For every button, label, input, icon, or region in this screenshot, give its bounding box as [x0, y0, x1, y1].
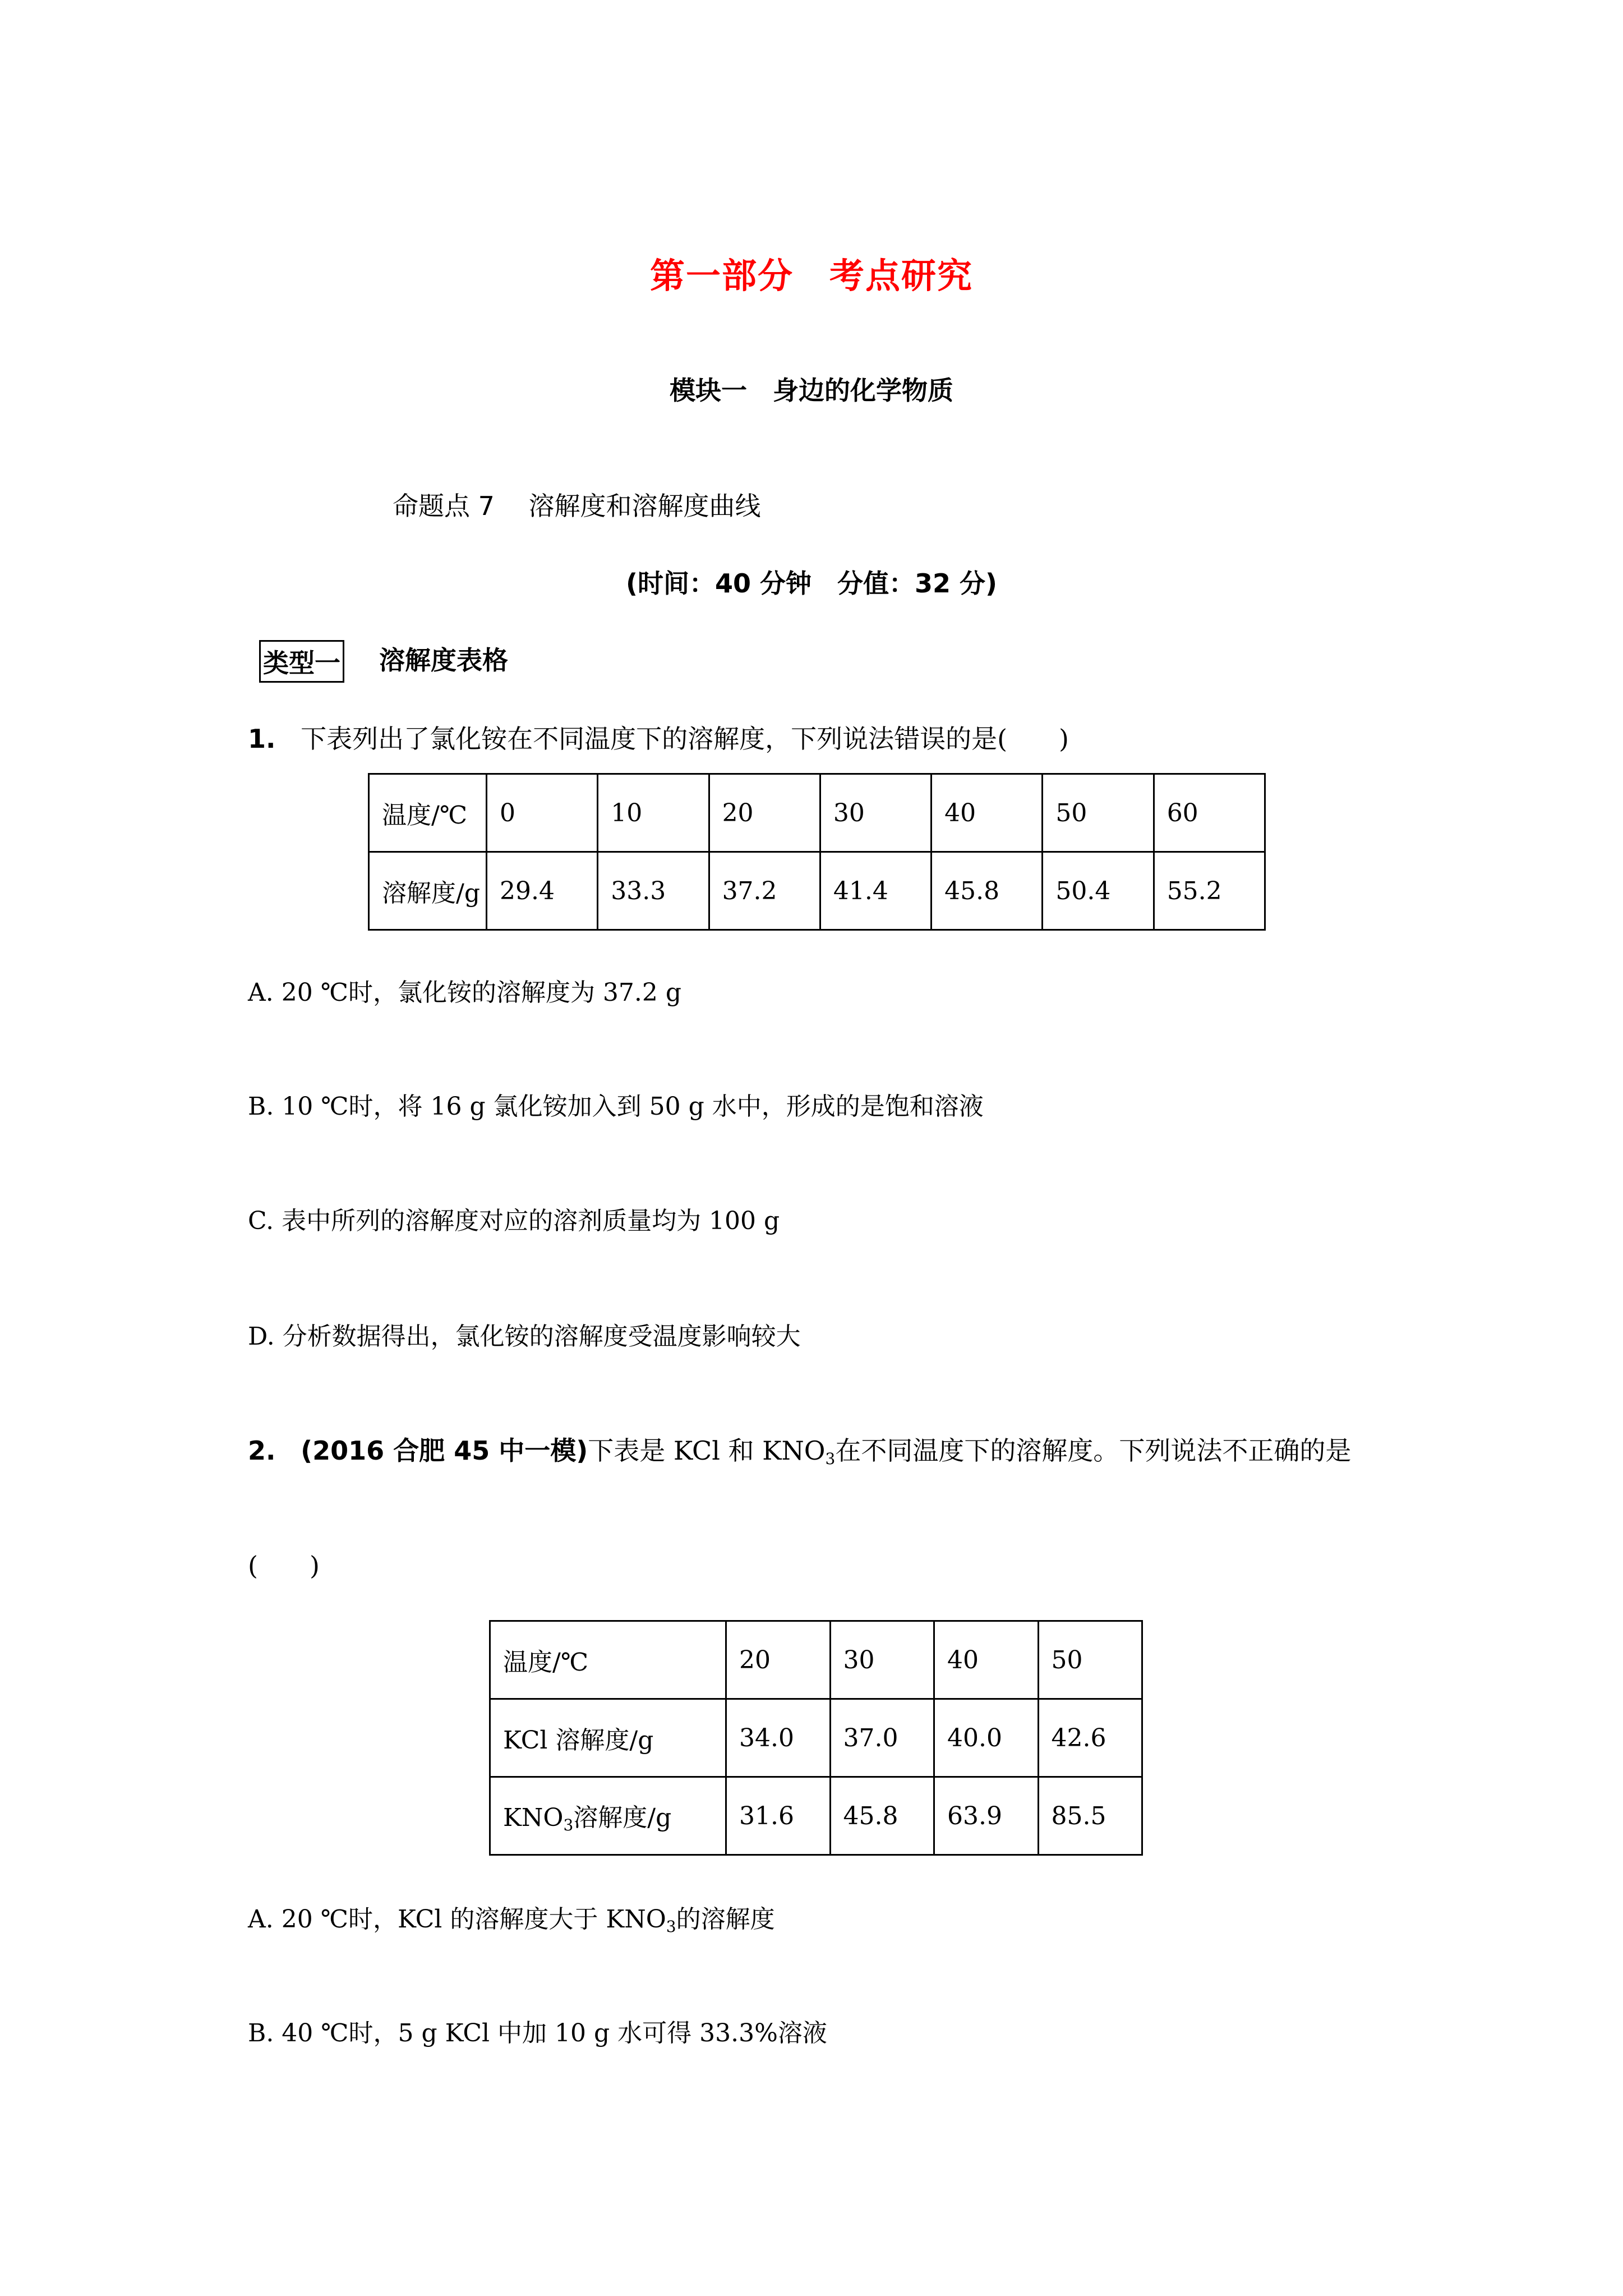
table-cell: 20	[726, 1621, 831, 1699]
table-cell: 20	[709, 774, 820, 852]
row-label-b: 溶解度/g	[573, 1803, 672, 1832]
part-title: 第一部分 考点研究	[649, 255, 973, 296]
time-info: (时间：40 分钟 分值：32 分)	[625, 568, 998, 599]
table-cell: 30	[820, 774, 931, 852]
table-cell: 31.6	[726, 1777, 831, 1855]
table-cell: 0	[487, 774, 598, 852]
module-title: 模块一 身边的化学物质	[670, 375, 953, 406]
question-number: 1.	[248, 724, 276, 754]
question-stem-b: 在不同温度下的溶解度。下列说法不正确的是	[835, 1435, 1352, 1466]
subscript: 3	[666, 1917, 676, 1936]
option-c: C. 表中所列的溶解度对应的溶剂质量均为 100 g	[248, 1207, 780, 1235]
row-label-a: KNO	[503, 1803, 564, 1832]
row-label: 温度/℃	[369, 774, 487, 852]
table-cell: 45.8	[830, 1777, 934, 1855]
question-number: 2.	[248, 1435, 276, 1466]
option-d: D. 分析数据得出，氯化铵的溶解度受温度影响较大	[248, 1322, 801, 1351]
table-row	[369, 852, 1265, 930]
solubility-table-nh4cl	[368, 773, 1266, 931]
topic-heading: 命题点 7 溶解度和溶解度曲线	[393, 491, 761, 521]
answer-paren: ( )	[248, 1550, 320, 1581]
table-cell: 63.9	[934, 1777, 1039, 1855]
row-label: 温度/℃	[490, 1621, 726, 1699]
option-b: B. 10 ℃时，将 16 g 氯化铵加入到 50 g 水中，形成的是饱和溶液	[248, 1092, 984, 1121]
table-cell: 42.6	[1038, 1699, 1142, 1777]
table-cell: 40.0	[934, 1699, 1039, 1777]
table-cell: 50	[1043, 774, 1154, 852]
table-row	[490, 1621, 1142, 1699]
subscript: 3	[825, 1450, 836, 1468]
q2-option-a	[248, 1899, 775, 1936]
table-cell: 41.4	[820, 852, 931, 930]
row-label: KCl 溶解度/g	[490, 1699, 726, 1777]
row-label: 溶解度/g	[369, 852, 487, 930]
option-a-text-b: 的溶解度	[676, 1905, 775, 1934]
section-tag: 类型一	[259, 640, 344, 683]
subscript: 3	[563, 1816, 574, 1834]
table-cell: 37.0	[830, 1699, 934, 1777]
table-cell: 33.3	[598, 852, 709, 930]
table-cell: 50	[1038, 1621, 1142, 1699]
table-cell: 40	[934, 1621, 1039, 1699]
table-cell: 34.0	[726, 1699, 831, 1777]
table-row	[369, 774, 1265, 852]
question-1	[248, 719, 1069, 756]
table-cell: 40	[932, 774, 1043, 852]
question-source: (2016 合肥 45 中一模)	[301, 1435, 588, 1466]
table-cell: 55.2	[1154, 852, 1265, 930]
option-a-text: A. 20 ℃时，KCl 的溶解度大于 KNO	[248, 1905, 666, 1934]
question-2	[248, 1430, 1351, 1468]
table-cell: 29.4	[487, 852, 598, 930]
table-cell: 37.2	[709, 852, 820, 930]
question-stem-a: 下表是 KCl 和 KNO	[588, 1435, 826, 1466]
solubility-table-kcl-kno3	[489, 1620, 1143, 1856]
table-row	[490, 1777, 1142, 1855]
q2-option-b: B. 40 ℃时，5 g KCl 中加 10 g 水可得 33.3%溶液	[248, 2019, 827, 2047]
table-cell: 10	[598, 774, 709, 852]
section-label: 溶解度表格	[379, 645, 508, 675]
table-row	[490, 1699, 1142, 1777]
table-cell: 60	[1154, 774, 1265, 852]
table-cell: 50.4	[1043, 852, 1154, 930]
question-stem: 下表列出了氯化铵在不同温度下的溶解度，下列说法错误的是( )	[301, 724, 1069, 754]
table-cell: 45.8	[932, 852, 1043, 930]
option-a: A. 20 ℃时，氯化铵的溶解度为 37.2 g	[248, 978, 682, 1007]
table-cell: 30	[830, 1621, 934, 1699]
row-label	[490, 1777, 726, 1855]
table-cell: 85.5	[1038, 1777, 1142, 1855]
